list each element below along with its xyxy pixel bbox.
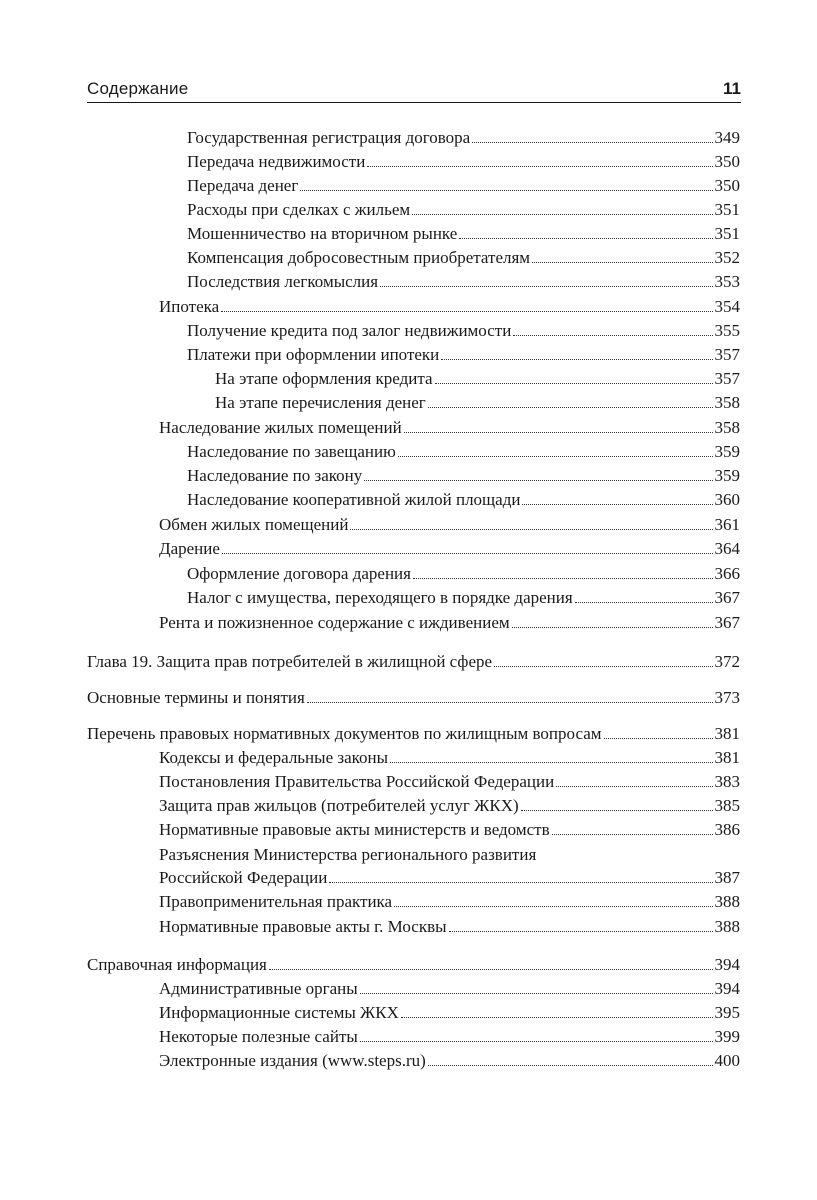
toc-dot-leader: [575, 602, 713, 603]
toc-entry-page: 359: [714, 466, 740, 485]
toc-entry-page: 373: [714, 688, 740, 707]
toc-dot-leader: [360, 1041, 713, 1042]
toc-entry[interactable]: [159, 746, 740, 768]
toc-entry[interactable]: [215, 367, 740, 389]
toc-entry-page: 352: [714, 248, 740, 267]
toc-dot-leader: [350, 529, 712, 530]
toc-dot-leader: [604, 738, 713, 739]
toc-entry-page: 354: [714, 297, 740, 316]
toc-dot-leader: [364, 480, 712, 481]
toc-entry[interactable]: [187, 174, 740, 196]
toc-entry-page: 351: [714, 224, 740, 243]
toc-entry[interactable]: [187, 150, 740, 172]
toc-dot-leader: [360, 993, 713, 994]
toc-entry-page: 394: [714, 955, 740, 974]
toc-entry-page: 357: [714, 345, 740, 364]
toc-entry[interactable]: [159, 513, 740, 535]
toc-entry-page: 366: [714, 564, 740, 583]
toc-entry-title: Глава 19. Защита прав потребителей в жилищной сфере: [87, 652, 493, 671]
toc-entry-title: Передача недвижимости: [187, 152, 366, 171]
toc-dot-leader: [532, 262, 712, 263]
toc-entry[interactable]: [159, 915, 740, 937]
toc-entry[interactable]: [159, 537, 740, 559]
toc-dot-leader: [512, 627, 713, 628]
toc-entry-page: 395: [714, 1003, 740, 1022]
toc-entry-title: Наследование кооперативной жилой площади: [187, 490, 521, 509]
toc-entry-title: Расходы при сделках с жильем: [187, 200, 411, 219]
toc-entry-page: 387: [714, 868, 740, 887]
toc-entry-page: 372: [714, 652, 740, 671]
toc-dot-leader: [494, 666, 712, 667]
toc-entry-page: 351: [714, 200, 740, 219]
toc-entry-title: Налог с имущества, переходящего в порядке дарения: [187, 588, 573, 607]
toc-dot-leader: [412, 214, 712, 215]
toc-dot-leader: [390, 762, 712, 763]
toc-entry-title: Дарение: [159, 539, 220, 558]
toc-entry-title: На этапе оформления кредита: [215, 369, 433, 388]
toc-entry[interactable]: [187, 343, 740, 365]
toc-entry-title: Справочная информация: [87, 955, 267, 974]
toc-dot-leader: [552, 834, 713, 835]
toc-entry-page: 359: [714, 442, 740, 461]
toc-entry-title: Получение кредита под залог недвижимости: [187, 321, 512, 340]
toc-dot-leader: [307, 702, 713, 703]
toc-chapter-entry[interactable]: [87, 650, 740, 672]
toc-dot-leader: [300, 190, 712, 191]
toc-entry-title: Последствия легкомыслия: [187, 272, 379, 291]
toc-dot-leader: [449, 931, 713, 932]
toc-entry[interactable]: [159, 1001, 740, 1023]
toc-entry-page: 367: [714, 613, 740, 632]
toc-entry-title: Нормативные правовые акты г. Москвы: [159, 917, 447, 936]
toc-entry[interactable]: [187, 464, 740, 486]
toc-entry-title: Информационные системы ЖКХ: [159, 1003, 399, 1022]
toc-entry-title: Российской Федерации: [159, 868, 328, 887]
toc-entry-title: Передача денег: [187, 176, 299, 195]
toc-entry-title: Наследование по завещанию: [187, 442, 396, 461]
toc-entry-page: 400: [714, 1051, 740, 1070]
toc-entry[interactable]: [215, 391, 740, 413]
toc-dot-leader: [556, 786, 712, 787]
toc-entry[interactable]: [159, 295, 740, 317]
toc-dot-leader: [401, 1017, 713, 1018]
toc-entry-page: 361: [714, 515, 740, 534]
toc-entry-title: Кодексы и федеральные законы: [159, 748, 389, 767]
toc-entry[interactable]: [159, 1025, 740, 1047]
toc-entry[interactable]: [187, 488, 740, 510]
toc-entry[interactable]: [187, 270, 740, 292]
toc-entry[interactable]: [159, 1049, 740, 1071]
toc-entry-page: 385: [714, 796, 740, 815]
toc-entry-title: Платежи при оформлении ипотеки: [187, 345, 440, 364]
toc-dot-leader: [367, 166, 712, 167]
toc-dot-leader: [380, 286, 712, 287]
toc-dot-leader: [413, 578, 713, 579]
running-header-title: Содержание: [87, 79, 189, 98]
toc-entry-page: 367: [714, 588, 740, 607]
page-number: 11: [723, 79, 741, 98]
toc-entry[interactable]: [159, 866, 740, 888]
toc-entry-title: На этапе перечисления денег: [215, 393, 426, 412]
toc-dot-leader: [269, 969, 713, 970]
toc-entry-page: 388: [714, 892, 740, 911]
toc-entry-page: 357: [714, 369, 740, 388]
toc-entry-title: Некоторые полезные сайты: [159, 1027, 358, 1046]
toc-entry-page: 353: [714, 272, 740, 291]
toc-entry-page: 388: [714, 917, 740, 936]
toc-entry[interactable]: [187, 198, 740, 220]
toc-entry-page: 381: [714, 748, 740, 767]
toc-entry-page: 350: [714, 176, 740, 195]
toc-entry-title: Ипотека: [159, 297, 220, 316]
toc-section-entry[interactable]: [87, 686, 740, 708]
toc-entry-title: Мошенничество на вторичном рынке: [187, 224, 458, 243]
toc-dot-leader: [435, 383, 713, 384]
toc-dot-leader: [398, 456, 713, 457]
toc-entry-title: Электронные издания (www.steps.ru): [159, 1051, 426, 1070]
toc-entry[interactable]: [159, 794, 740, 816]
toc-entry-page: 358: [714, 393, 740, 412]
toc-dot-leader: [459, 238, 712, 239]
toc-entry-page: 381: [714, 724, 740, 743]
toc-dot-leader: [394, 906, 712, 907]
toc-dot-leader: [428, 407, 713, 408]
toc-entry-page: 355: [714, 321, 740, 340]
toc-entry-page: 394: [714, 979, 740, 998]
toc-dot-leader: [513, 335, 712, 336]
toc-entry-page: 350: [714, 152, 740, 171]
toc-entry-title: Перечень правовых нормативных документов по жилищным вопросам: [87, 724, 602, 743]
toc-entry-title: Административные органы: [159, 979, 358, 998]
toc-dot-leader: [521, 810, 713, 811]
toc-entry[interactable]: [159, 818, 740, 840]
toc-entry-page: 399: [714, 1027, 740, 1046]
toc-entry[interactable]: [159, 890, 740, 912]
toc-dot-leader: [404, 432, 713, 433]
toc-entry-page: 349: [714, 128, 740, 147]
toc-dot-leader: [522, 504, 712, 505]
toc-entry-title: Постановления Правительства Российской Федерации: [159, 772, 555, 791]
toc-entry-title: Наследование по закону: [187, 466, 363, 485]
toc-dot-leader: [222, 553, 713, 554]
toc-entry[interactable]: [187, 126, 740, 148]
toc-entry-title: Обмен жилых помещений: [159, 515, 349, 534]
toc-entry-first-line[interactable]: Разъяснения Министерства регионального развития: [159, 845, 537, 864]
toc-entry[interactable]: [187, 319, 740, 341]
toc-entry[interactable]: [159, 611, 740, 633]
toc-entry-title: Защита прав жильцов (потребителей услуг ЖКХ): [159, 796, 519, 815]
toc-entry[interactable]: [187, 562, 740, 584]
toc-entry-page: 383: [714, 772, 740, 791]
toc-entry-title: Правоприменительная практика: [159, 892, 393, 911]
toc-entry[interactable]: [159, 977, 740, 999]
toc-dot-leader: [428, 1065, 713, 1066]
toc-entry[interactable]: [187, 246, 740, 268]
toc-entry[interactable]: [187, 586, 740, 608]
toc-section-entry[interactable]: [87, 722, 740, 744]
toc-dot-leader: [329, 882, 712, 883]
toc-entry-page: 364: [714, 539, 740, 558]
toc-entry[interactable]: [187, 222, 740, 244]
toc-entry-title: Компенсация добросовестным приобретателям: [187, 248, 531, 267]
toc-entry[interactable]: [187, 440, 740, 462]
toc-entry-title: Государственная регистрация договора: [187, 128, 471, 147]
toc-dot-leader: [441, 359, 712, 360]
toc-entry-title: Наследование жилых помещений: [159, 418, 402, 437]
toc-dot-leader: [221, 311, 712, 312]
toc-entry-title: Нормативные правовые акты министерств и ведомств: [159, 820, 550, 839]
toc-entry-title: Оформление договора дарения: [187, 564, 411, 583]
toc-entry[interactable]: [159, 416, 740, 438]
toc-dot-leader: [472, 142, 712, 143]
toc-section-entry[interactable]: [87, 953, 740, 975]
toc-entry[interactable]: [159, 770, 740, 792]
toc-entry-page: 358: [714, 418, 740, 437]
toc-entry-title: Основные термины и понятия: [87, 688, 305, 707]
toc-entry-page: 386: [714, 820, 740, 839]
toc-entry-page: 360: [714, 490, 740, 509]
toc-entry-title: Рента и пожизненное содержание с иждивением: [159, 613, 510, 632]
